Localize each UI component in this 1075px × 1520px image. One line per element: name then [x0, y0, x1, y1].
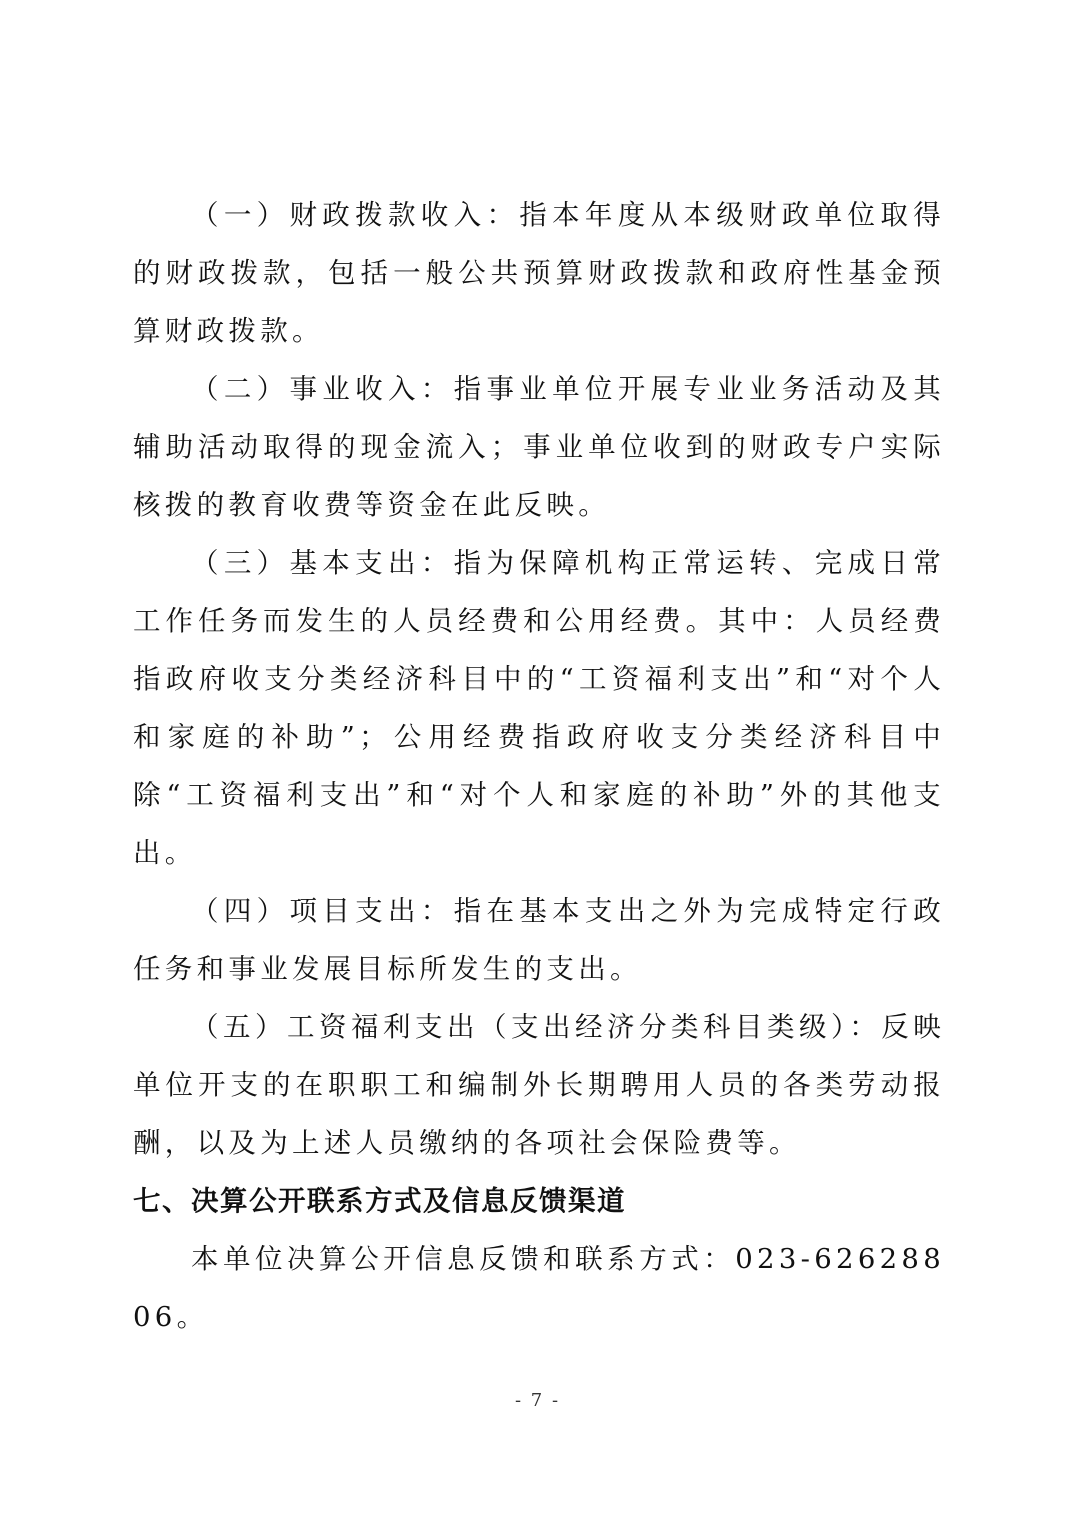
page-number: - 7 - [514, 1390, 561, 1411]
paragraph-contact-info: 本单位决算公开信息反馈和联系方式：023-62628806。 [133, 1243, 945, 1333]
paragraph-basic-expenditure: （三）基本支出：指为保障机构正常运转、完成日常工作任务而发生的人员经费和公用经费。其中：人员经费指政府收支分类经济科目中的“工资福利支出”和“对个人和家庭的补助”；公用经费指政府收支分类经济科目中除“工资福利支出”和“对个人和家庭的补助”外的其他支出。 [133, 547, 945, 869]
paragraph-business-income: （二）事业收入：指事业单位开展专业业务活动及其辅助活动取得的现金流入；事业单位收到的财政专户实际核拨的教育收费等资金在此反映。 [133, 373, 945, 521]
paragraph-salary-welfare-expenditure: （五）工资福利支出（支出经济分类科目类级）：反映单位开支的在职职工和编制外长期聘用人员的各类劳动报酬，以及为上述人员缴纳的各项社会保险费等。 [133, 1011, 945, 1159]
paragraph-project-expenditure: （四）项目支出：指在基本支出之外为完成特定行政任务和事业发展目标所发生的支出。 [133, 895, 945, 985]
page-content [133, 186, 945, 1346]
paragraph-fiscal-appropriation-income: （一）财政拨款收入：指本年度从本级财政单位取得的财政拨款，包括一般公共预算财政拨款和政府性基金预算财政拨款。 [133, 199, 945, 347]
section-heading-contact: 七、决算公开联系方式及信息反馈渠道 [133, 1185, 626, 1217]
